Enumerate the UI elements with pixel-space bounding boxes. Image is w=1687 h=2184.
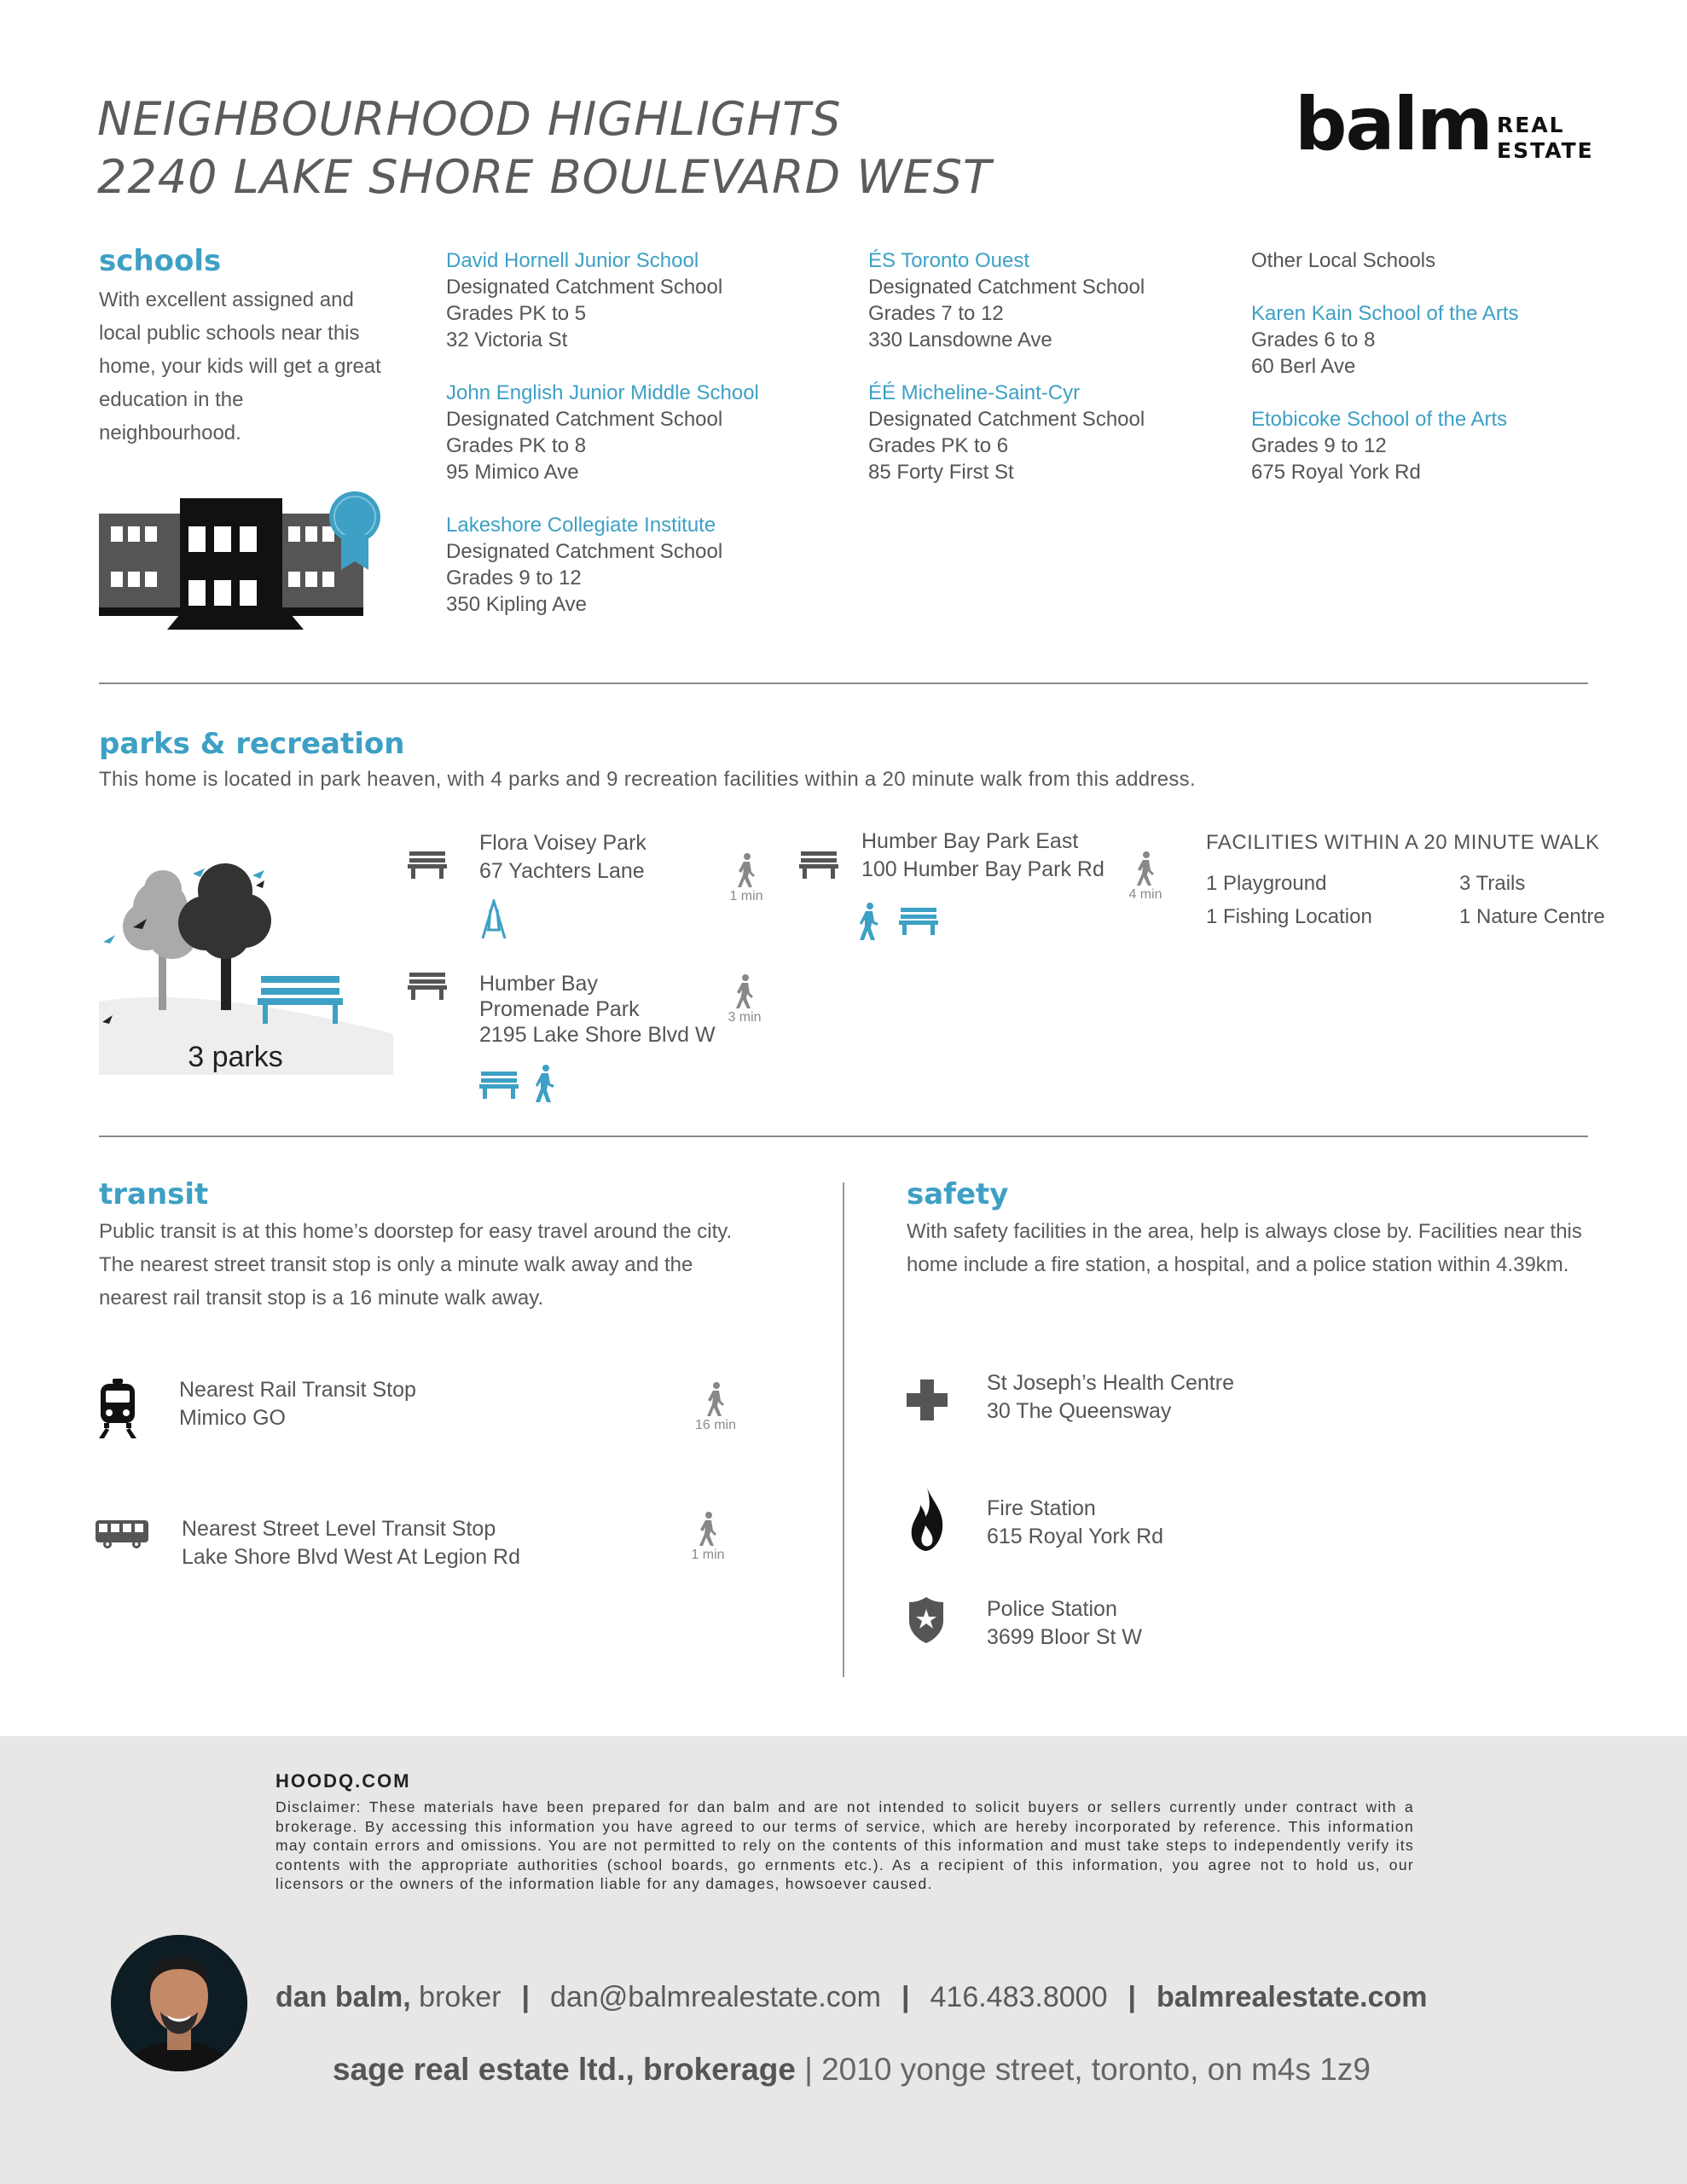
bench-amenity-icon: [899, 906, 938, 939]
bus-icon: [96, 1520, 150, 1554]
park-address: 67 Yachters Lane: [479, 859, 645, 883]
walking-person-icon: [698, 1512, 718, 1546]
walk-time: 1 min: [716, 853, 776, 904]
facility-item: 1 Fishing Location: [1206, 905, 1372, 928]
school-grades: Grades 7 to 12: [868, 302, 1004, 325]
rail-stop-entry: [179, 1376, 416, 1432]
fire-station-address: 615 Royal York Rd: [987, 1525, 1164, 1548]
school-grades: Grades 9 to 12: [446, 566, 582, 590]
logo-main-text: balm: [1295, 82, 1492, 167]
trail-walker-icon: [858, 903, 880, 944]
walk-time: 4 min: [1116, 851, 1175, 903]
page-title: NEIGHBOURHOOD HIGHLIGHTS: [97, 92, 842, 146]
school-name-link[interactable]: Lakeshore Collegiate Institute: [446, 514, 716, 537]
park-name: Humber Bay: [479, 972, 598, 996]
park-bench-icon: [799, 850, 838, 883]
schools-description: With excellent assigned and local public schools near this home, your kids will get a great education in the neighbourhood.: [99, 288, 381, 444]
logo-sub-text-1: REAL: [1497, 113, 1565, 137]
walk-time: 3 min: [715, 974, 774, 1025]
school-grades: Grades PK to 5: [446, 302, 587, 325]
police-station-entry: [987, 1595, 1142, 1652]
walk-time: 16 min: [686, 1382, 745, 1433]
fire-station-name: Fire Station: [987, 1496, 1096, 1520]
school-address: 60 Berl Ave: [1251, 355, 1356, 378]
agent-phone-link[interactable]: 416.483.8000: [930, 1981, 1108, 2013]
brokerage-line: [333, 2052, 1371, 2088]
trail-walker-icon: [534, 1065, 556, 1107]
hospital-entry: [987, 1369, 1234, 1426]
separator: |: [804, 2052, 822, 2087]
school-grades: Grades PK to 6: [868, 434, 1009, 457]
agent-website-link[interactable]: balmrealestate.com: [1157, 1981, 1428, 2013]
school-grades: Grades 9 to 12: [1251, 434, 1387, 457]
school-grades: Grades PK to 8: [446, 434, 587, 457]
school-type: Designated Catchment School: [446, 540, 723, 563]
page-subtitle-address: 2240 LAKE SHORE BOULEVARD WEST: [97, 150, 993, 204]
walking-person-icon: [734, 974, 755, 1008]
school-entry: [1251, 406, 1507, 485]
agent-contact-line: [275, 1981, 1428, 2014]
section-divider: [99, 1136, 1588, 1137]
safety-description: With safety facilities in the area, help is always close by. Facilities near this home include a fire station, a hospital, and a police station within 4.39km.: [907, 1220, 1582, 1276]
school-entry: [446, 247, 722, 353]
street-stop-name: Lake Shore Blvd West At Legion Rd: [182, 1545, 520, 1569]
schools-heading: schools: [99, 244, 222, 278]
agent-email-link[interactable]: dan@balmrealestate.com: [550, 1981, 881, 2013]
parks-illustration: [99, 848, 393, 1083]
police-shield-icon: [909, 1597, 943, 1647]
walking-person-icon: [705, 1382, 726, 1416]
park-address: 2195 Lake Shore Blvd W: [479, 1023, 716, 1047]
separator: |: [1128, 1981, 1136, 2013]
agent-name: dan balm,: [275, 1981, 411, 2013]
brokerage-name: sage real estate ltd., brokerage: [333, 2052, 796, 2087]
school-entry: [868, 380, 1145, 485]
separator: |: [521, 1981, 530, 2013]
school-address: 675 Royal York Rd: [1251, 461, 1421, 484]
walk-time: 1 min: [678, 1512, 738, 1563]
facility-item: 3 Trails: [1459, 872, 1526, 895]
school-name-link[interactable]: David Hornell Junior School: [446, 249, 699, 272]
school-entry: [446, 380, 759, 485]
parks-count-label: 3 parks: [188, 1041, 283, 1073]
agent-avatar: [111, 1935, 247, 2071]
other-schools-heading: Other Local Schools: [1251, 249, 1436, 272]
school-building-icon: [99, 488, 386, 634]
agent-title: broker: [419, 1981, 501, 2013]
street-stop-entry: [182, 1515, 520, 1571]
park-entry: [479, 971, 716, 1048]
school-name-link[interactable]: Karen Kain School of the Arts: [1251, 302, 1519, 325]
school-address: 85 Forty First St: [868, 461, 1014, 484]
facility-item: 1 Playground: [1206, 872, 1327, 895]
park-address: 100 Humber Bay Park Rd: [861, 857, 1104, 881]
separator: |: [901, 1981, 910, 2013]
school-name-link[interactable]: ÉS Toronto Ouest: [868, 249, 1029, 272]
safety-heading: safety: [907, 1177, 1009, 1211]
park-name: Flora Voisey Park: [479, 831, 646, 855]
school-address: 95 Mimico Ave: [446, 461, 579, 484]
school-entry: [1251, 300, 1519, 380]
school-name-link[interactable]: Etobicoke School of the Arts: [1251, 408, 1508, 431]
logo-sub-text-2: ESTATE: [1497, 138, 1594, 163]
police-station-name: Police Station: [987, 1597, 1117, 1621]
school-address: 350 Kipling Ave: [446, 593, 588, 616]
walking-person-icon: [736, 853, 757, 887]
park-entry: [479, 829, 646, 886]
fire-flame-icon: [910, 1488, 944, 1555]
brokerage-address: 2010 yonge street, toronto, on m4s 1z9: [821, 2052, 1371, 2087]
park-entry: [861, 828, 1104, 884]
facility-item: 1 Nature Centre: [1459, 905, 1605, 928]
park-name: Humber Bay Park East: [861, 829, 1079, 853]
parks-heading: parks & recreation: [99, 727, 405, 761]
school-type: Designated Catchment School: [868, 276, 1145, 299]
school-name-link[interactable]: John English Junior Middle School: [446, 381, 759, 404]
playground-swing-icon: [479, 899, 508, 944]
school-type: Designated Catchment School: [446, 408, 723, 431]
school-entry: [446, 512, 722, 618]
rail-stop-label: Nearest Rail Transit Stop: [179, 1378, 416, 1402]
parks-description: This home is located in park heaven, with 4 parks and 9 recreation facilities within a 20 minute walk from this address.: [99, 768, 1196, 791]
park-bench-icon: [408, 850, 447, 883]
column-divider: [843, 1182, 844, 1677]
park-bench-icon: [408, 971, 447, 1004]
park-name: Promenade Park: [479, 997, 640, 1021]
disclaimer-text: Disclaimer: These materials have been prepared for dan balm and are not intended to solicit buyers or sellers currently under contract with a brokerage. By accessing this information you have agreed to our terms of service, which are hereby incorporated by reference. This information may contain errors and omissions. You are not permitted to rely on the contents of this information and must take steps to independently verify its contents with the appropriate authorities (school boards, go ernments etc.). As a recipient of this information, you agree not to hold us, our licensors or the owners of the information liable for any damages, howsoever caused.: [275, 1798, 1414, 1892]
hospital-cross-icon: [907, 1380, 948, 1425]
school-grades: Grades 6 to 8: [1251, 328, 1376, 351]
balm-logo: [1295, 82, 1594, 172]
walking-person-icon: [1135, 851, 1156, 886]
hospital-name: St Joseph’s Health Centre: [987, 1371, 1234, 1395]
hoodq-site-link[interactable]: HOODQ.COM: [275, 1770, 411, 1792]
fire-station-entry: [987, 1495, 1163, 1551]
school-name-link[interactable]: ÉÉ Micheline-Saint-Cyr: [868, 381, 1081, 404]
bench-amenity-icon: [479, 1070, 519, 1103]
transit-description: Public transit is at this home’s doorstep for easy travel around the city. The nearest street transit stop is only a minute walk away and the nearest rail transit stop is a 16 minute walk away.: [99, 1220, 733, 1310]
hospital-address: 30 The Queensway: [987, 1399, 1172, 1423]
school-address: 32 Victoria St: [446, 328, 568, 351]
train-icon: [97, 1379, 138, 1443]
facilities-heading: FACILITIES WITHIN A 20 MINUTE WALK: [1206, 831, 1600, 854]
rail-stop-name: Mimico GO: [179, 1406, 286, 1430]
section-divider: [99, 682, 1588, 684]
transit-heading: transit: [99, 1177, 209, 1211]
school-address: 330 Lansdowne Ave: [868, 328, 1052, 351]
school-type: Designated Catchment School: [868, 408, 1145, 431]
street-stop-label: Nearest Street Level Transit Stop: [182, 1517, 496, 1541]
school-type: Designated Catchment School: [446, 276, 723, 299]
police-station-address: 3699 Bloor St W: [987, 1625, 1143, 1649]
school-entry: [868, 247, 1145, 353]
